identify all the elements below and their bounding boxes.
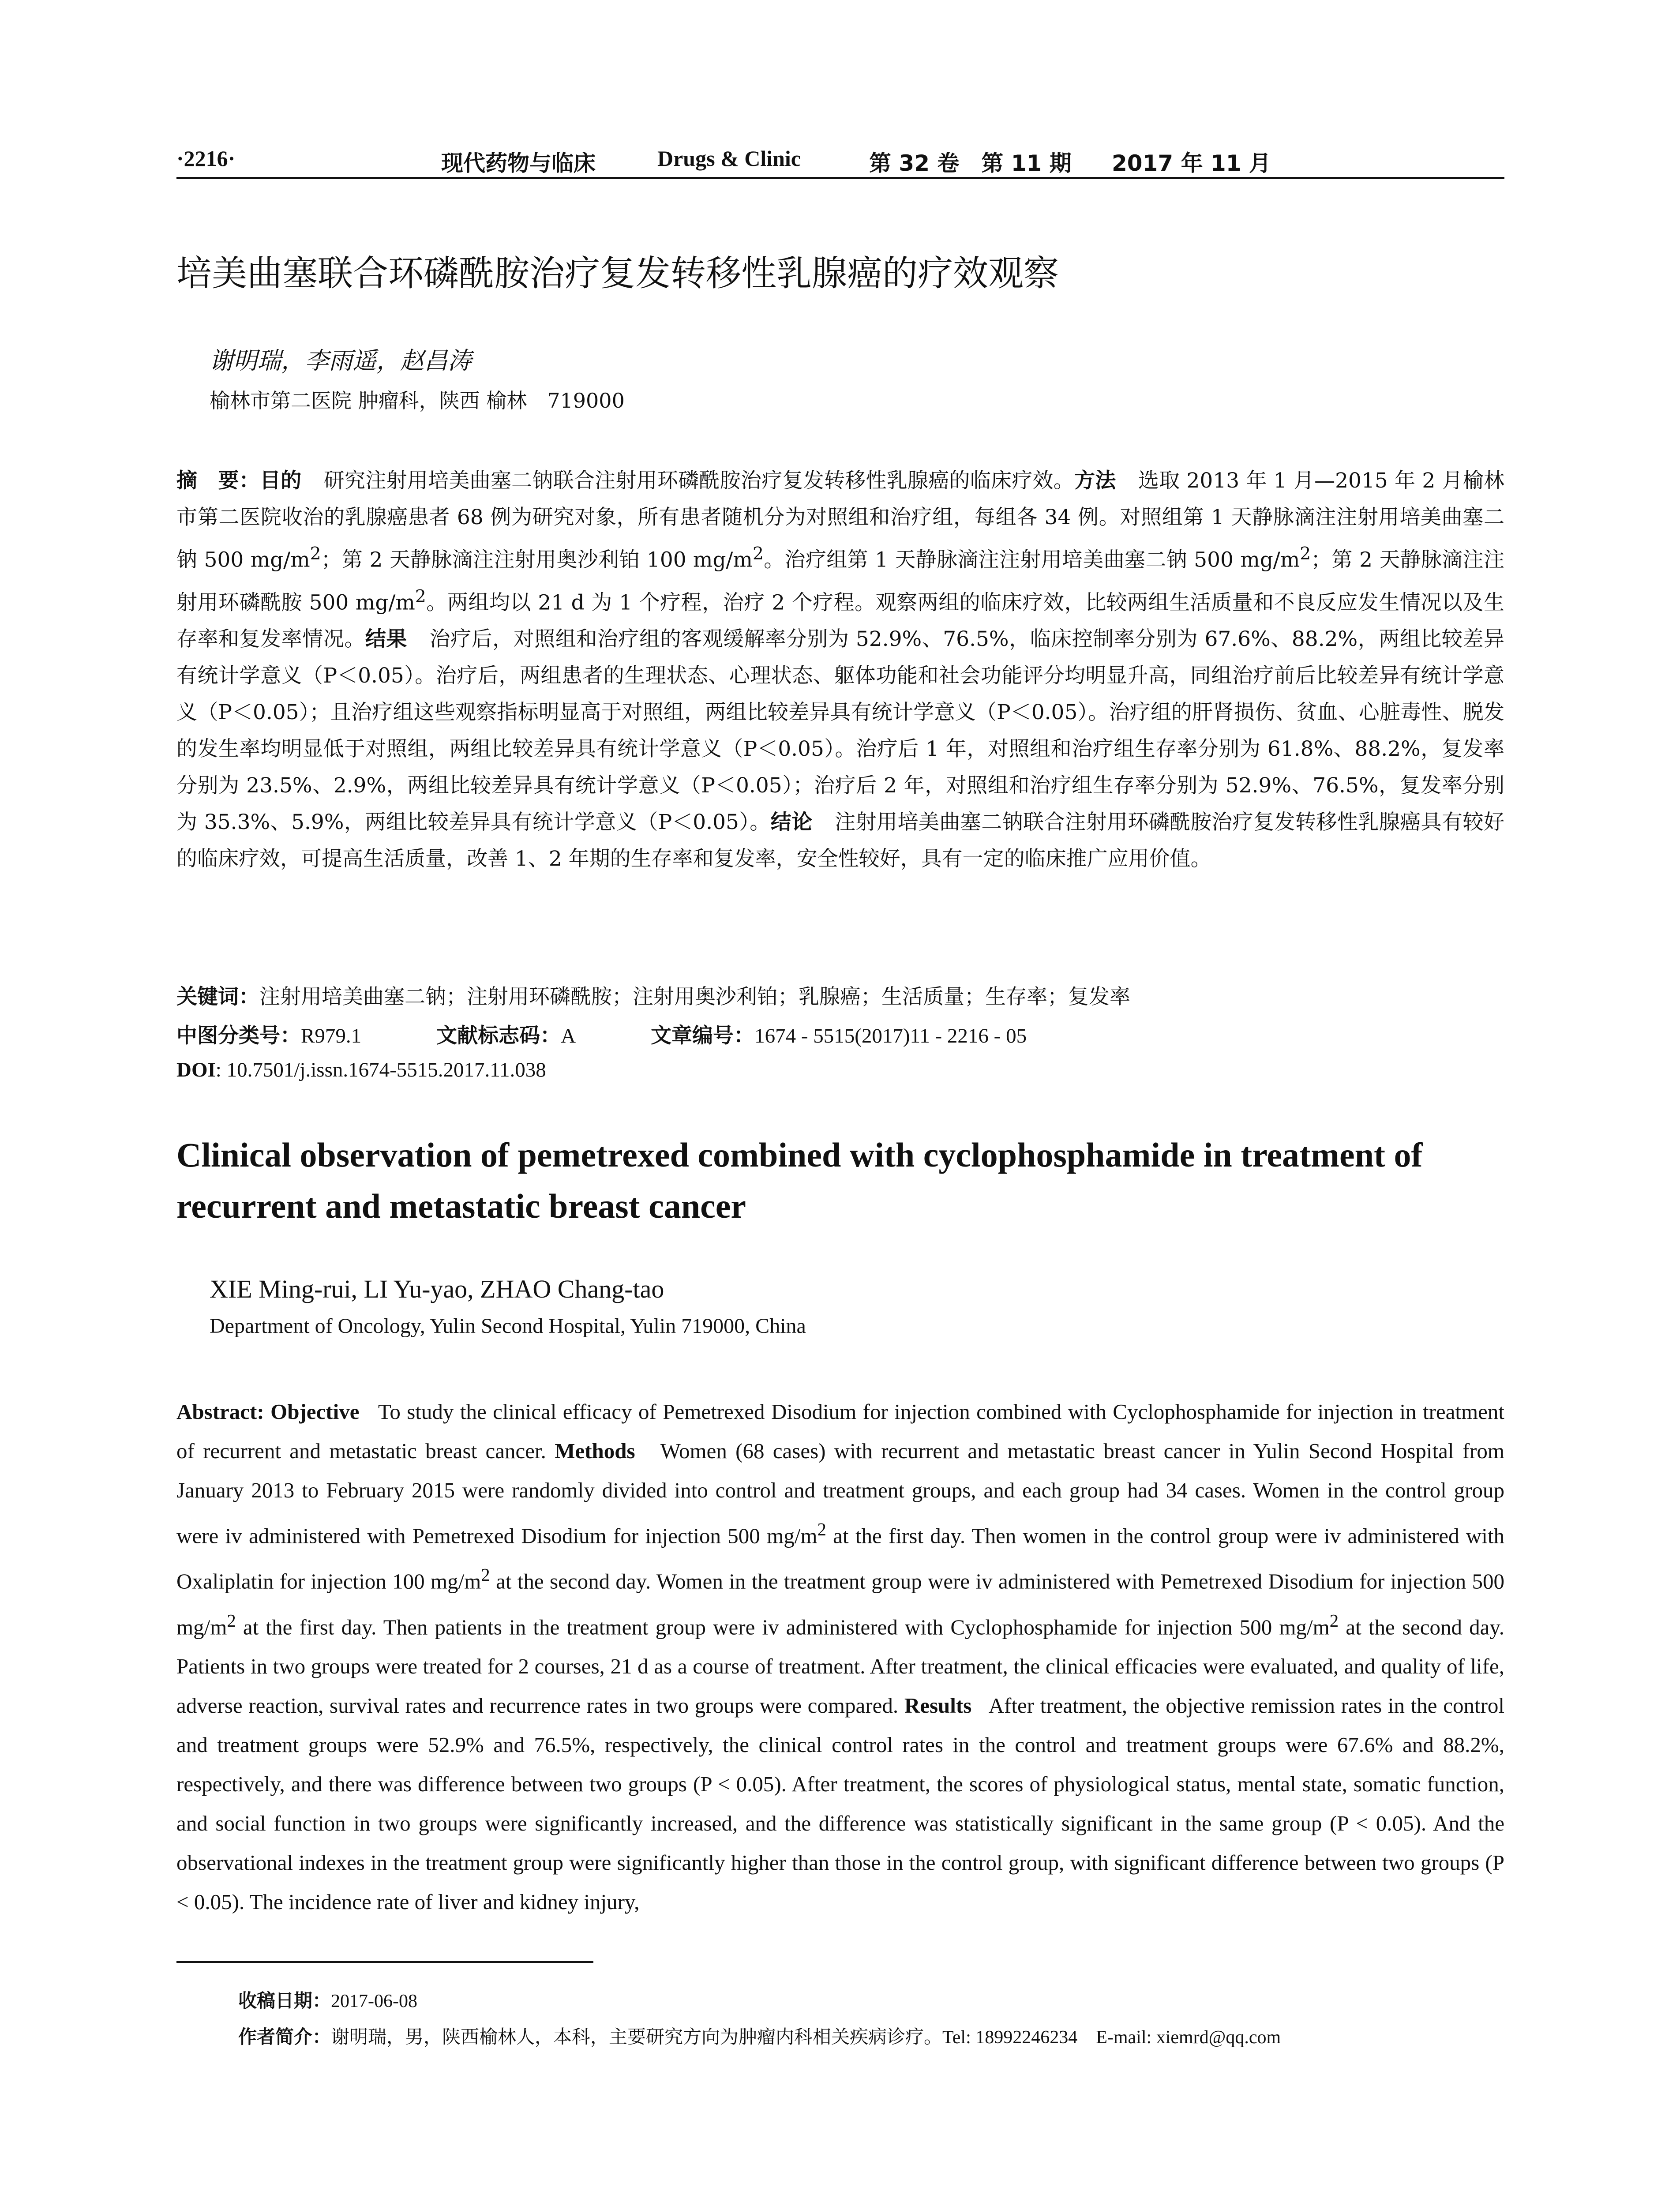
received-date — [238, 1986, 417, 2013]
author-contact[interactable]: Tel: 18992246234 E-mail: xiemrd@qq.com — [942, 2027, 1281, 2048]
methods-text: Women (68 cases) with recurrent and metastatic breast cancer in Yulin Second Hospital from January 2013 to February 2015 were randomly divided into control and treatment groups, and each group had 34 cases. Women in the control group were iv administered with Pemetrexed Disodium for injection 500 mg/m — [176, 1439, 1504, 1548]
superscript: 2 — [481, 1565, 490, 1585]
received-label: 收稿日期： — [238, 1990, 331, 2011]
received-value: 2017-06-08 — [331, 1991, 417, 2011]
article-no-value: 1674 - 5515(2017)11 - 2216 - 05 — [754, 1024, 1027, 1047]
conclusion-text: 注射用培美曲塞二钠联合注射用环磷酰胺治疗复发转移性乳腺癌具有较好的临床疗效，可提高生活质量，改善 1、2 年期的生存率和复发率，安全性较好，具有一定的临床推广应用价值。 — [176, 810, 1505, 871]
author-bio-label: 作者简介： — [238, 2026, 331, 2048]
results-text: 治疗后，对照组和治疗组的客观缓解率分别为 52.9%、76.5%，临床控制率分别为 67.6%、88.2%，两组比较差异有统计学意义（P＜0.05）。治疗后，两组患者的生理状态、心理状态、躯体功能和社会功能评分均明显升高，同组治疗前后比较差异有统计学意义（P＜0.05）；且治疗组这些观察指标明显高于对照组，两组比较差异具有统计学意义（P＜0.05）。治疗组的肝肾损伤、贫血、心脏毒性、脱发的发生率均明显低于对照组，两组比较差异具有统计学意义（P＜0.05）。治疗后 1 年，对照组和治疗组生存率分别为 61.8%、88.2%，复发率分别为 23.5%、2.9%，两组比较差异具有统计学意义（P＜0.05）；治疗后 2 年，对照组和治疗组生存率分别为 52.9%、76.5%，复发率分别为 35.3%、5.9%，两组比较差异具有统计学意义（P＜0.05）。 — [176, 627, 1505, 835]
keywords-label: 关键词： — [176, 985, 259, 1009]
methods-text: at the second day. Women in the treatment group were iv administered with Pemetrexed Disodium for injection 500 mg/m — [176, 1569, 1504, 1639]
doc-code-label: 文献标志码： — [436, 1024, 561, 1048]
superscript: 2 — [310, 544, 321, 564]
methods-text: at the first day. Then patients in the treatment group were iv administered with Cyclophosphamide for injection 500 mg/m — [236, 1614, 1330, 1639]
superscript: 2 — [1329, 1610, 1339, 1631]
chinese-title: 培美曲塞联合环磷酰胺治疗复发转移性乳腺癌的疗效观察 — [176, 253, 1059, 294]
conclusion-label: 结论 — [770, 810, 813, 835]
classification-line — [176, 1019, 1504, 1049]
footnote-rule — [176, 1961, 593, 1963]
methods-text: 选取 2013 年 1 月—2015 年 2 月榆林市第二医院收治的乳腺癌患者 68 例为研究对象，所有患者随机分为对照组和治疗组，每组各 34 例。对照组第 1 天静脉滴注注射用培美曲塞二钠 500 mg/m — [176, 469, 1505, 572]
doi-link[interactable]: : 10.7501/j.issn.1674-5515.2017.11.038 — [215, 1058, 546, 1081]
keywords — [176, 980, 1504, 1010]
english-authors: XIE Ming-rui, LI Yu-yao, ZHAO Chang-tao — [210, 1275, 664, 1303]
english-title: Clinical observation of pemetrexed combined with cyclophosphamide in treatment of recurrent and metastatic breast cancer — [176, 1136, 1423, 1225]
english-affiliation: Department of Oncology, Yulin Second Hospital, Yulin 719000, China — [210, 1314, 806, 1338]
methods-label: 方法 — [1074, 469, 1116, 493]
page-number: ·2216· — [176, 146, 236, 171]
methods-text: 。两组均以 21 d 为 1 个疗程，治疗 2 个疗程。观察两组的临床疗效，比较两组生活质量和不良反应发生情况以及生存率和复发率情况。 — [176, 590, 1504, 652]
objective-label: 目的 — [260, 469, 302, 493]
issue-date: 2017 年 11 月 — [1112, 150, 1271, 176]
running-header — [176, 141, 1504, 176]
chinese-authors: 谢明瑞，李雨遥，赵昌涛 — [210, 347, 472, 375]
clc-value: R979.1 — [301, 1024, 362, 1047]
journal-name-en: Drugs & Clinic — [657, 146, 801, 171]
author-bio-text: 谢明瑞，男，陕西榆林人，本科，主要研究方向为肿瘤内科相关疾病诊疗。 — [331, 2026, 943, 2048]
journal-name-cn: 现代药物与临床 — [441, 150, 596, 176]
doi-label: DOI — [176, 1058, 216, 1081]
methods-text: ；第 2 天静脉滴注注射用环磷酰胺 500 mg/m — [176, 548, 1504, 615]
superscript: 2 — [1300, 544, 1311, 564]
superscript: 2 — [817, 1519, 826, 1539]
objective-label: Objective — [270, 1399, 360, 1424]
doc-code-value: A — [561, 1024, 576, 1047]
english-abstract — [176, 1392, 1504, 1921]
article-no-label: 文章编号： — [651, 1024, 755, 1048]
abstract-label: 摘 要： — [176, 469, 260, 493]
results-label: Results — [904, 1693, 972, 1718]
methods-text: at the first day. Then women in the control group were iv administered with Oxaliplatin for injection 100 mg/m — [176, 1523, 1504, 1594]
objective-text: To study the clinical efficacy of Pemetrexed Disodium for injection combined with Cyclophosphamide for injection in treatment of recurrent and metastatic breast cancer. — [176, 1399, 1504, 1463]
chinese-affiliation: 榆林市第二医院 肿瘤科，陕西 榆林 719000 — [210, 389, 625, 413]
superscript: 2 — [752, 544, 764, 564]
superscript: 2 — [227, 1610, 236, 1631]
superscript: 2 — [415, 586, 426, 607]
author-bio — [238, 2022, 1281, 2049]
header-rule — [176, 177, 1504, 179]
abstract-label: Abstract: — [176, 1399, 264, 1424]
methods-label: Methods — [555, 1439, 635, 1463]
doi-line — [176, 1058, 1504, 1082]
objective-text: 研究注射用培美曲塞二钠联合注射用环磷酰胺治疗复发转移性乳腺癌的临床疗效。 — [323, 469, 1075, 493]
clc-label: 中图分类号： — [176, 1024, 301, 1048]
results-text: After treatment, the objective remission rates in the control and treatment groups were 52.9% and 76.5%, respectively, the clinical control rates in the control and treatment groups were 67.6% and 88.2%, respectively, and there was difference between two groups (P < 0.05). After treatment, the scores of physiological status, mental state, somatic function, and social function in two groups were significantly increased, and the difference was statistically significant in the same group (P < 0.05). And the observational indexes in the treatment group were significantly higher than those in the control group, with significant difference between two groups (P < 0.05). The incidence rate of liver and kidney injury, — [176, 1693, 1505, 1914]
results-label: 结果 — [365, 627, 407, 652]
methods-text: 。治疗组第 1 天静脉滴注注射用培美曲塞二钠 500 mg/m — [763, 548, 1300, 572]
keywords-text: 注射用培美曲塞二钠；注射用环磷酰胺；注射用奥沙利铂；乳腺癌；生活质量；生存率；复发率 — [259, 985, 1130, 1009]
chinese-abstract — [176, 462, 1504, 877]
methods-text: at the second day. Patients in two groups were treated for 2 courses, 21 d as a course of treatment. After treatment, the clinical efficacies were evaluated, and quality of life, adverse reaction, survival rates and recurrence rates in two groups were compared. — [176, 1614, 1504, 1718]
volume-issue: 第 32 卷 第 11 期 — [869, 150, 1072, 176]
methods-text: ；第 2 天静脉滴注注射用奥沙利铂 100 mg/m — [321, 548, 753, 572]
